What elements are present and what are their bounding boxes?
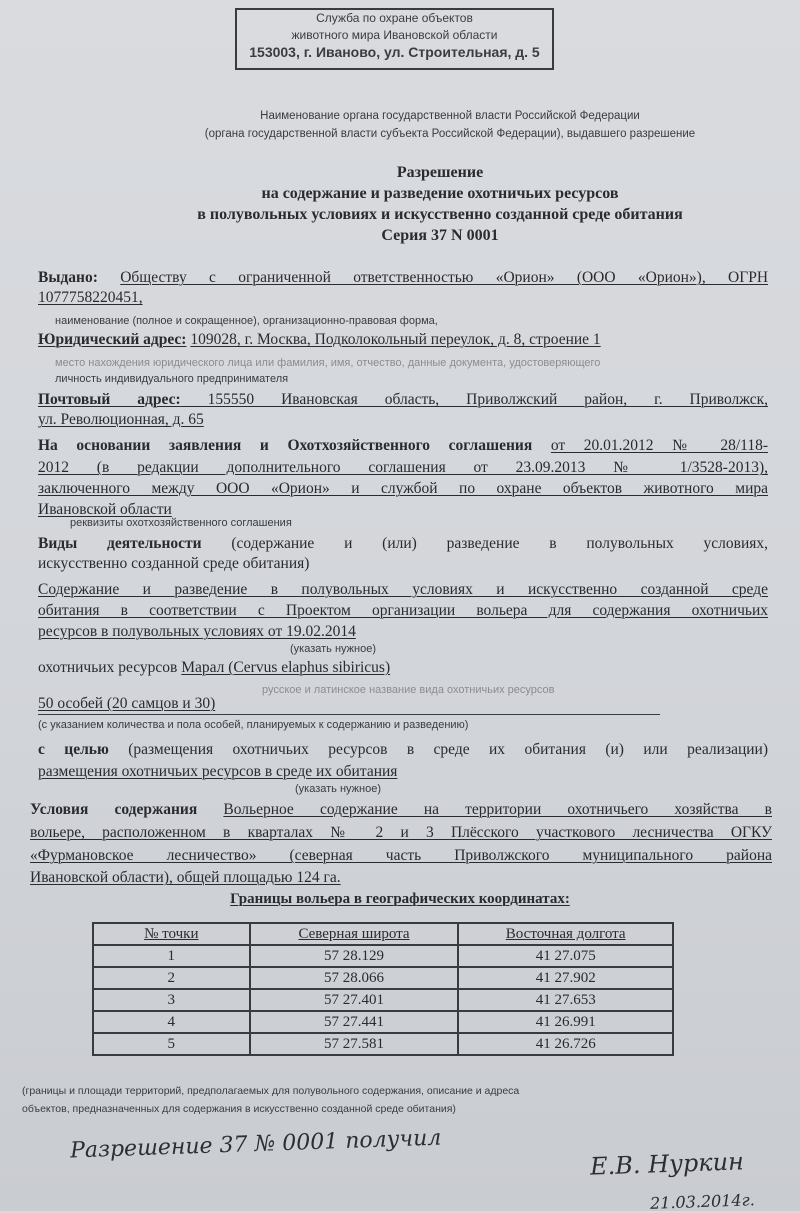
activity-line [38, 534, 768, 554]
document-subtitle-2: в полувольных условиях и искусственно созданной среде обитания [197, 206, 683, 223]
legal-address-hint-1: место нахождения юридического лица или фамилия, имя, отчество, данные документа, удостоверяющего [55, 357, 601, 369]
postal-address-line [38, 390, 768, 410]
issuer-caption-1: Наименование органа государственной власти Российской Федерации [260, 110, 640, 122]
column-header: Северная широта [298, 925, 410, 942]
conditions-value-3: «Фурмановское лесничество» (северная часть Приволжского муниципального района [30, 847, 772, 864]
cell-longitude: 41 26.991 [458, 1011, 673, 1033]
purpose-line [38, 740, 768, 760]
cell-latitude: 57 28.066 [250, 967, 459, 989]
postal-address-value-2: ул. Революционная, д. 65 [38, 411, 204, 428]
activity-options: (содержание и (или) разведение в полувольных условиях, [231, 535, 769, 552]
boundaries-hint-2: объектов, предназначенных для содержания в искусственно созданной среде обитания) [22, 1103, 456, 1115]
resources-line [38, 658, 768, 678]
cell-point: 3 [93, 989, 250, 1011]
issued-line [38, 268, 768, 288]
basis-value: от 20.01.2012 № 28/118- [550, 437, 769, 454]
column-header: № точки [144, 925, 199, 942]
issued-label: Выдано: [38, 269, 98, 286]
purpose-options: (размещения охотничьих ресурсов в среде их обитания (и) или реализации) [128, 741, 768, 758]
cell-longitude: 41 27.075 [458, 945, 673, 967]
cell-latitude: 57 27.441 [250, 1011, 459, 1033]
activity-label: Виды деятельности [38, 535, 202, 552]
conditions-label: Условия содержания [30, 801, 198, 818]
basis-line [38, 436, 768, 456]
cell-point: 4 [93, 1011, 250, 1033]
stamp-line: Служба по охране объектов [316, 11, 473, 25]
postal-address-label: Почтовый адрес: [38, 391, 181, 408]
column-header: Восточная долгота [505, 925, 626, 942]
conditions-line [30, 800, 772, 820]
activity-hint: (указать нужное) [290, 643, 376, 655]
cell-latitude: 57 28.129 [250, 945, 459, 967]
table-row [93, 989, 673, 1011]
issued-hint: наименование (полное и сокращенное), организационно-правовая форма, [55, 315, 438, 327]
handwritten-signature: Е.В. Нуркин [589, 1147, 745, 1181]
cell-longitude: 41 26.726 [458, 1033, 673, 1055]
table-row [93, 945, 673, 967]
resources-hint: русское и латинское название вида охотничьих ресурсов [262, 684, 555, 696]
stamp-line: животного мира Ивановской области [291, 28, 498, 42]
conditions-value-4: Ивановской области), общей площадью 124 га. [30, 869, 341, 886]
coordinates-table [92, 922, 674, 1056]
cell-longitude: 41 27.653 [458, 989, 673, 1011]
table-row [93, 1033, 673, 1055]
handwritten-note: Разрешение 37 № 0001 получил [69, 1125, 442, 1164]
handwritten-date: 21.03.2014г. [649, 1190, 756, 1213]
basis-value-2: 2012 (в редакции дополнительного соглашения от 23.09.2013 № 1/3528-2013), [38, 459, 768, 476]
conditions-value: Вольерное содержание на территории охотничьего хозяйства в [223, 801, 772, 818]
cell-latitude: 57 27.581 [250, 1033, 459, 1055]
table-header-row [93, 923, 673, 945]
legal-address-value: 109028, г. Москва, Подколокольный переулок, д. 8, строение 1 [190, 331, 601, 348]
resources-count: 50 особей (20 самцов и 30) [38, 694, 660, 715]
basis-value-3: заключенного между ООО «Орион» и службой по охране объектов животного мира [38, 480, 768, 497]
cell-point: 5 [93, 1033, 250, 1055]
resources-label: охотничьих ресурсов [38, 659, 178, 676]
conditions-value-2: вольере, расположенном в кварталах № 2 и 3 Плёсского участкового лесничества ОГКУ [30, 824, 772, 841]
purpose-hint: (указать нужное) [295, 783, 381, 795]
issued-value: Обществу с ограниченной ответственностью «Орион» (ООО «Орион»), ОГРН [120, 269, 769, 286]
boundaries-title: Границы вольера в географических координатах: [230, 891, 570, 907]
ogrn-value: 1077758220451, [38, 289, 143, 306]
office-stamp [235, 8, 554, 70]
cell-point: 2 [93, 967, 250, 989]
table-row [93, 1011, 673, 1033]
basis-value-4: Ивановской области [38, 501, 172, 518]
activity-value-3: ресурсов в полувольных условиях от 19.02.2014 [38, 623, 356, 640]
boundaries-hint-1: (границы и площади территорий, предполагаемых для полувольного содержания, описание и адреса [22, 1085, 520, 1097]
document-title: Разрешение [396, 164, 484, 181]
stamp-address: 153003, г. Иваново, ул. Строительная, д. 5 [249, 44, 540, 60]
activity-value-2: обитания в соответствии с Проектом организации вольера для содержания охотничьих [38, 602, 768, 619]
activity-options-2: искусственно созданной среде обитания) [38, 555, 310, 572]
document-series: Серия 37 N 0001 [381, 227, 499, 244]
purpose-label: с целью [38, 741, 109, 758]
activity-value-1: Содержание и разведение в полувольных условиях и искусственно созданной среде [38, 581, 768, 598]
cell-latitude: 57 27.401 [250, 989, 459, 1011]
cell-longitude: 41 27.902 [458, 967, 673, 989]
table-row [93, 967, 673, 989]
legal-address-hint-2: личность индивидуального предпринимателя [55, 373, 289, 385]
purpose-value: размещения охотничьих ресурсов в среде их обитания [38, 763, 398, 780]
legal-address-line [38, 330, 748, 350]
resources-value: Марал (Cervus elaphus sibiricus) [181, 659, 391, 676]
basis-label: На основании заявления и Охотхозяйственного соглашения [38, 437, 533, 454]
legal-address-label: Юридический адрес: [38, 331, 187, 348]
postal-address-value: 155550 Ивановская область, Приволжский район, г. Приволжск, [207, 391, 768, 408]
basis-hint: реквизиты охотхозяйственного соглашения [70, 517, 292, 529]
issuer-caption-2: (органа государственной власти субъекта Российской Федерации), выдавшего разрешение [204, 128, 696, 140]
cell-point: 1 [93, 945, 250, 967]
document-subtitle-1: на содержание и разведение охотничьих ресурсов [261, 185, 619, 202]
resources-count-hint: (с указанием количества и пола особей, планируемых к содержанию и разведению) [38, 719, 469, 731]
